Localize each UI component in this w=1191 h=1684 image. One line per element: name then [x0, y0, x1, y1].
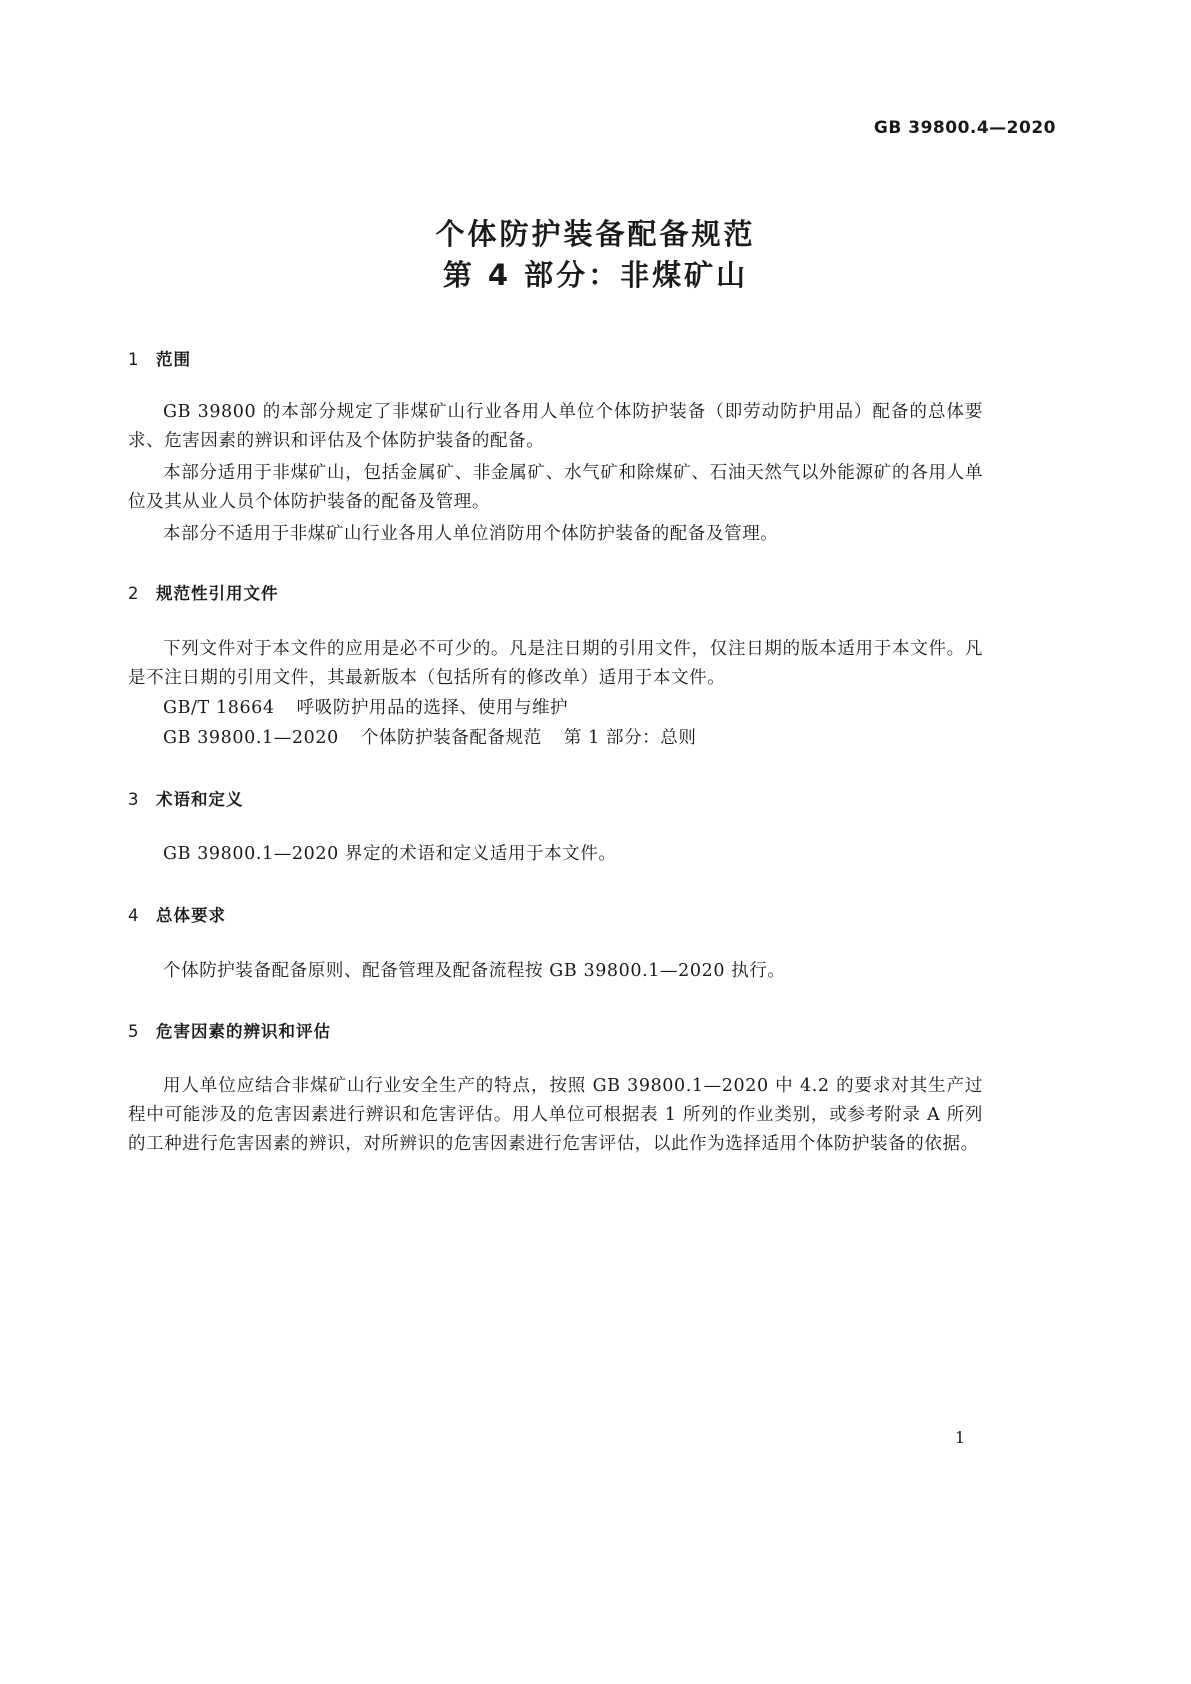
section-title: 术语和定义: [156, 790, 244, 809]
section-heading-general-requirements: [128, 902, 226, 926]
reference-part: 第 1 部分：总则: [563, 728, 697, 748]
standard-code: GB 39800.4—2020: [873, 118, 1056, 138]
section-number: 5: [128, 1022, 140, 1041]
scope-paragraph-2: 本部分适用于非煤矿山，包括金属矿、非金属矿、水气矿和除煤矿、石油天然气以外能源矿的各用人单位及其从业人员个体防护装备的配备及管理。: [128, 463, 983, 512]
section-heading-hazard-identification: [128, 1018, 331, 1042]
hazard-identification-paragraph: 用人单位应结合非煤矿山行业安全生产的特点，按照 GB 39800.1—2020 中 4.2 的要求对其生产过程中可能涉及的危害因素进行辨识和危害评估。用人单位可根据表 1 所列的作业类别，或参考附录 A 所列的工种进行危害因素的辨识，对所辨识的危害因素进行危害评估，以此作为选择适用个体防护装备的依据。: [128, 1076, 983, 1154]
section-number: 1: [128, 350, 140, 369]
section-number: 4: [128, 906, 140, 925]
section-title: 总体要求: [156, 906, 226, 925]
scope-paragraph-1: GB 39800 的本部分规定了非煤矿山行业各用人单位个体防护装备（即劳动防护用品）配备的总体要求、危害因素的辨识和评估及个体防护装备的配备。: [128, 402, 983, 451]
scope-paragraph-3: 本部分不适用于非煤矿山行业各用人单位消防用个体防护装备的配备及管理。: [163, 524, 779, 544]
reference-code: GB/T 18664: [163, 698, 275, 718]
section-heading-terms: [128, 786, 244, 810]
page-number: 1: [954, 1428, 965, 1447]
section-heading-normative-references: [128, 580, 279, 604]
section-title: 范围: [156, 350, 191, 369]
reference-title: 个体防护装备配备规范: [360, 728, 542, 748]
document-subtitle: 第 4 部分：非煤矿山: [442, 258, 749, 292]
section-heading-scope: [128, 346, 191, 370]
reference-item: [163, 694, 568, 723]
section-number: 3: [128, 790, 140, 809]
section-title: 规范性引用文件: [156, 584, 279, 603]
references-paragraph: 下列文件对于本文件的应用是必不可少的。凡是注日期的引用文件，仅注日期的版本适用于本文件。凡是不注日期的引用文件，其最新版本（包括所有的修改单）适用于本文件。: [128, 639, 983, 688]
reference-title: 呼吸防护用品的选择、使用与维护: [296, 698, 569, 718]
reference-item: [163, 724, 696, 753]
terms-paragraph: GB 39800.1—2020 界定的术语和定义适用于本文件。: [163, 844, 617, 864]
section-title: 危害因素的辨识和评估: [156, 1022, 331, 1041]
document-title: 个体防护装备配备规范: [435, 217, 756, 251]
section-number: 2: [128, 584, 140, 603]
reference-code: GB 39800.1—2020: [163, 728, 339, 748]
general-requirements-paragraph: 个体防护装备配备原则、配备管理及配备流程按 GB 39800.1—2020 执行。: [163, 961, 786, 981]
